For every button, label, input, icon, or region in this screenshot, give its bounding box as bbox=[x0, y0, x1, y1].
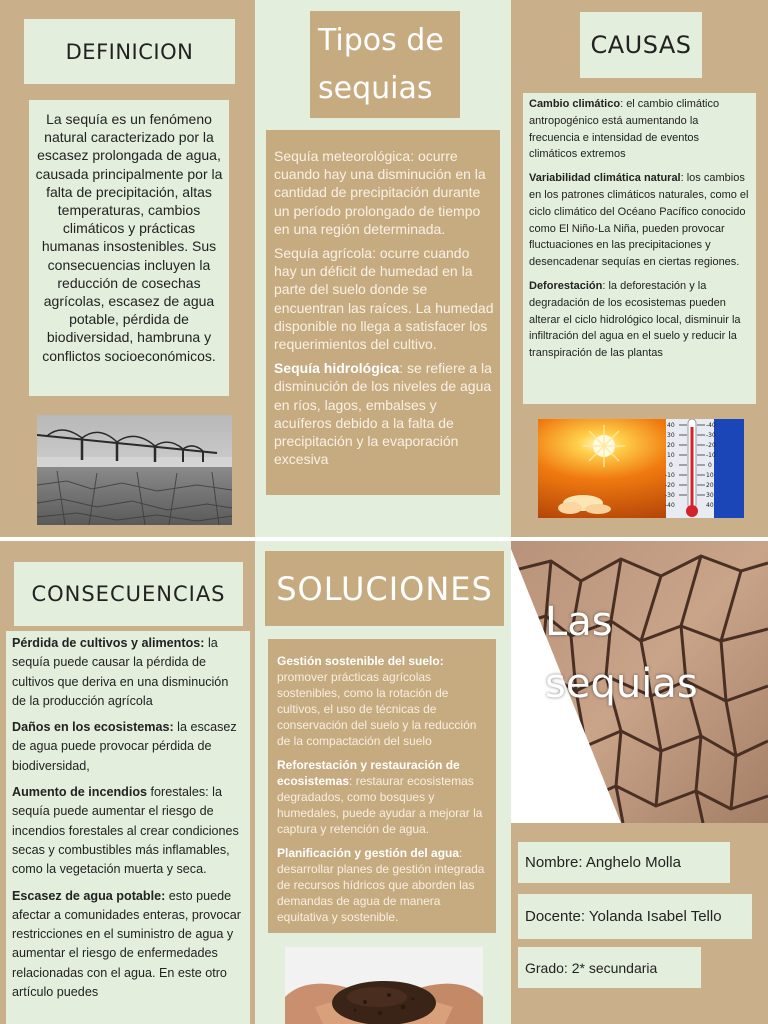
consecuencias-item-ecosistemas: Daños en los ecosistemas: la escasez de agua puede provocar pérdida de biodiversidad, bbox=[12, 720, 237, 773]
docente-label: Docente: Yolanda Isabel Tello bbox=[518, 894, 752, 939]
definicion-text: La sequía es un fenómeno natural caracterizado por la escasez prolongada de agua, causada principalmente por la falta de precipitación, altas temperaturas, cambios climáticos y prácticas humanas insostenibles. Sus consecuencias incluyen la reducción de cosechas agrícolas, escasez de agua potable, pérdida de biodiversidad, hambruna y conflictos socioeconómicos. bbox=[35, 111, 223, 364]
tipos-heading-box bbox=[310, 11, 460, 118]
panel-consecuencias bbox=[0, 541, 255, 1024]
thermo-tick-r4: 0 bbox=[708, 462, 712, 469]
grado-label: Grado: 2* secundaria bbox=[518, 947, 701, 988]
causas-item-cambio: Cambio climático: el cambio climático antropogénico está aumentando la frecuencia e intensidad de eventos climáticos extremos bbox=[529, 98, 720, 161]
tipos-text-box bbox=[266, 130, 500, 495]
soluciones-item-reforestacion: Reforestación y restauración de ecosistemas: restaurar ecosistemas degradados, como bosques y humedales, puede ayudar a mejorar la captura y retención de agua. bbox=[277, 758, 483, 836]
thermo-tick-r7: 30 bbox=[706, 492, 714, 499]
tipos-heading-line2: sequias bbox=[318, 70, 433, 106]
thermo-tick-r5: 10 bbox=[706, 472, 714, 479]
thermo-tick-l5: -10 bbox=[665, 472, 675, 479]
thermo-tick-l0: 40 bbox=[667, 422, 675, 429]
panel-cover bbox=[511, 541, 768, 1024]
thermo-tick-l6: -20 bbox=[665, 482, 675, 489]
thermo-tick-l3: 10 bbox=[667, 452, 675, 459]
cover-title-line2: sequias bbox=[545, 661, 698, 707]
causas-text-box bbox=[523, 93, 756, 404]
definicion-text-box bbox=[29, 100, 229, 396]
cover-title bbox=[545, 591, 765, 715]
panel-definicion bbox=[0, 0, 255, 537]
panel-soluciones bbox=[255, 541, 511, 1024]
tipos-item-hidrologica: Sequía hidrológica: se refiere a la disminución de los niveles de agua en ríos, lagos, embalses y acuíferos debido a la falta de precipitación y la evaporación excesiva bbox=[274, 360, 492, 468]
soluciones-image bbox=[285, 947, 483, 1024]
soluciones-heading-box bbox=[265, 551, 504, 626]
definicion-heading: DEFINICION bbox=[65, 39, 194, 64]
thermo-tick-r6: 20 bbox=[706, 482, 714, 489]
consecuencias-item-agua: Escasez de agua potable: esto puede afectar a comunidades enteras, provocar restricciones en el suministro de agua y aumentar el riesgo de enfermedades relacionadas con el agua. En este otro artículo puedes bbox=[12, 888, 241, 1000]
nombre-label: Nombre: Anghelo Molla bbox=[518, 842, 730, 883]
consecuencias-item-incendios: Aumento de incendios forestales: la sequía puede aumentar el riesgo de incendios forestales al crear condiciones secas y combustibles más inflamables, como la vegetación muerta y seca. bbox=[12, 785, 239, 877]
tipos-item-agricola: Sequía agrícola: ocurre cuando hay un déficit de humedad en la parte del suelo donde se encuentran las raíces. La humedad disponible no llega a satisfacer los requerimientos del cultivo. bbox=[274, 245, 494, 353]
thermo-tick-r0: -40 bbox=[706, 422, 716, 429]
thermo-tick-r1: -30 bbox=[706, 432, 716, 439]
soluciones-heading: SOLUCIONES bbox=[276, 569, 493, 608]
thermo-tick-r2: -20 bbox=[706, 442, 716, 449]
definicion-heading-box bbox=[24, 19, 235, 84]
thermo-tick-l8: -40 bbox=[665, 502, 675, 509]
thermo-tick-l1: 30 bbox=[667, 432, 675, 439]
causas-item-deforestacion: Deforestación: la deforestación y la degradación de los ecosistemas pueden alterar el ciclo hidrológico local, disminuir la infiltración del agua en el suelo y reducir la transpiración de las plantas bbox=[529, 279, 741, 360]
causas-image bbox=[538, 419, 744, 518]
thermo-tick-l2: 20 bbox=[667, 442, 675, 449]
cover-title-line1: Las bbox=[545, 599, 613, 645]
consecuencias-text-box bbox=[6, 631, 250, 1024]
causas-heading: CAUSAS bbox=[590, 31, 692, 59]
tipos-item-meteorologica: Sequía meteorológica: ocurre cuando hay una disminución en la cantidad de precipitación durante un período prolongado de tiempo en una región determinada. bbox=[274, 148, 486, 237]
soluciones-item-planificacion: Planificación y gestión del agua: desarrollar planes de gestión integrada de recursos hídricos que aborden las demandas de agua de manera equitativa y sostenible. bbox=[277, 846, 485, 924]
consecuencias-heading: CONSECUENCIAS bbox=[31, 582, 226, 606]
consecuencias-heading-box bbox=[14, 562, 243, 626]
thermo-tick-r3: -10 bbox=[706, 452, 716, 459]
panel-causas bbox=[511, 0, 768, 537]
thermo-tick-l7: -30 bbox=[665, 492, 675, 499]
tipos-heading-line1: Tipos de bbox=[318, 22, 444, 58]
thermo-tick-l4: 0 bbox=[669, 462, 673, 469]
causas-heading-box bbox=[580, 12, 702, 78]
consecuencias-item-cultivos: Pérdida de cultivos y alimentos: la sequía puede causar la pérdida de cultivos que deriva en una disminución de la producción agrícola bbox=[12, 636, 229, 708]
definicion-image bbox=[37, 415, 232, 525]
panel-tipos bbox=[255, 0, 511, 537]
thermo-tick-r8: 40 bbox=[706, 502, 714, 509]
soluciones-item-suelo: Gestión sostenible del suelo: promover prácticas agrícolas sostenibles, como la rotación de cultivos, el uso de técnicas de conservación del suelo y la reducción de la compactación del suelo bbox=[277, 654, 477, 748]
causas-item-variabilidad: Variabilidad climática natural: los cambios en los patrones climáticos naturales, como el ciclo climático del Océano Pacífico conocido como El Niño-La Niña, pueden provocar fluctuaciones en las precipitaciones y desencadenar sequías en ciertas regiones. bbox=[529, 172, 749, 269]
soluciones-text-box bbox=[268, 639, 496, 933]
